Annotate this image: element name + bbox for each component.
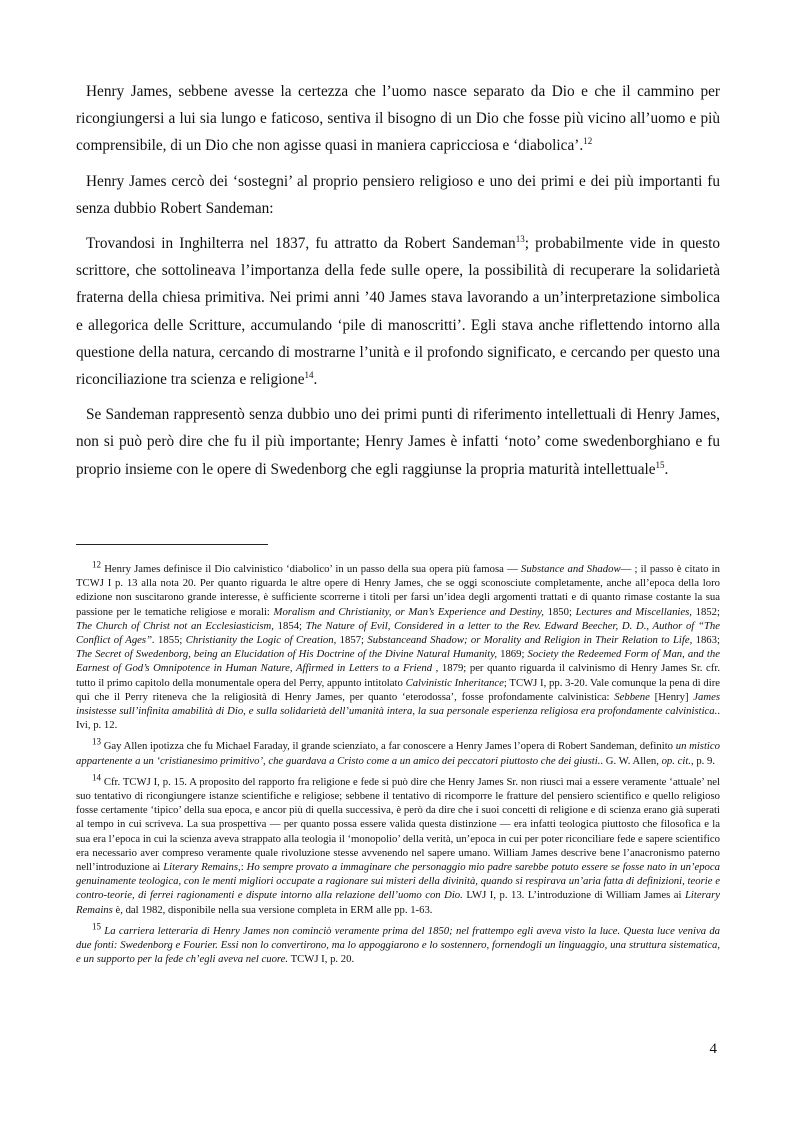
paragraph-2-text: Henry James cercò dei ‘sostegni’ al proprio pensiero religioso e uno dei primi e dei più importanti fu senza dubbio Robert Sandeman: [76,172,720,217]
footnotes [76,559,721,973]
footnote-number: 15 [92,921,101,932]
paragraph-1-text: Henry James, sebbene avesse la certezza che l’uomo nasce separato da Dio e che il cammino per ricongiungersi a lui sia lungo e faticoso, sentiva il bisogno di un Dio che fosse più vicino all’uomo e più comprensibile, di un Dio che non agisse quasi in maniera capricciosa e ‘diabolica’. [76,83,720,155]
paragraph-4 [76,401,720,483]
paragraph-2 [76,168,720,222]
footnote-number: 14 [92,772,101,783]
footnote-number: 12 [92,559,101,570]
paragraph-3-text-c: . [313,371,318,389]
paragraph-4-text-b: . [664,460,669,478]
footnote-15: $^{15}$ La carriera letteraria di Henry James non cominciò veramente prima del 1850; nel frattempo egli aveva visto la luce. Questa luce veniva da due fonti: Swedenborg e Fourier. Essi non lo convertirono, ma lo appoggiarono e lo sostennero, fornendogli un linguaggio, una struttura sistematica, e un supporto per la fede ch’egli aveva nel cuore. TCWJ I, p. 20. [76,921,721,966]
footnote-separator [76,544,268,545]
paragraph-4-text-a: Se Sandeman rappresentò senza dubbio uno dei primi punti di riferimento intellettuali di Henry James, non si può però dire che fu il più importante; Henry James è infatti ‘noto’ come swedenborghiano e fu proprio insieme con le opere di Swedenborg che egli raggiunse la propria maturità intellettuale [76,406,720,478]
paragraph-3-text-b: ; probabilmente vide in questo scrittore, che sottolineava l’importanza della fede sulle opere, la possibilità di recuperare la solidarietà fraterna della chiesa primitiva. Nei primi anni ’40 James stava lavorando a un’interpretazione simbolica e allegorica delle Scritture, accumulando ‘pile di manoscritti’. Egli stava anche riflettendo intorno alla questione della natura, cercando di mostrarne l’unità e il profondo significato, e cercando per questo una riconciliazione tra scienza e religione [76,235,721,389]
footnote-ref-15[interactable]: 15 [655,459,665,470]
footnote-14: $^{14}$ Cfr. TCWJ I, p. 15. A proposito del rapporto fra religione e fede si può dire che Henry James Sr. non riuscì mai a essere veramente ‘attuale’ nel suo tentativo di ricongiungere istanze scientifiche e religiose; sebbene il tentativo di ricomporre le fratture del pensiero scientifico e quello religioso fosse certamente ‘tipico’ della sua epoca, e ancor più di quella successiva, è però da dire che i suoi concetti di religione e di scienza erano già superati al tempo in cui scriveva. La sua prospettiva — per quanto possa essere valida questa distinzione — era infatti teologica piuttosto che filosofica e la sua era l’epoca in cui la scienza aveva strappato alla teologia il ‘monopolio’ della verità, un’epoca in cui per poter riconciliare fede e sapere scientifico era necessario aver compreso veramente quale rivoluzione stesse avvenendo nel sapere umano. William James descrive bene l’anacronismo paterno nell’introduzione ai Literary Remains,: Ho sempre provato a immaginare che personaggio mio padre sarebbe potuto essere se fosse nato in un’epoca genuinamente teologica, con le menti migliori occupate a ragionare sui misteri della divinità, quando si respirava un’aria fatta di definizioni, teorie e contro-teorie, di ferrei ragionamenti e dispute intorno alla relazione dell’uomo con Dio. LWJ I, p. 13. L’introduzione di William James ai Literary Remains è, dal 1982, disponibile nella sua versione completa in ERM alle pp. 1-63. [76,772,720,916]
paragraph-3-text-a: Trovandosi in Inghilterra nel 1837, fu attratto da Robert Sandeman [86,235,516,253]
footnote-ref-12[interactable]: 12 [583,136,593,147]
footnote-ref-13[interactable]: 13 [515,233,525,244]
footnote-12: $^{12}$ Henry James definisce il Dio calvinistico ‘diabolico’ in un passo della sua opera più famosa — Substance and Shadow— ; il passo è citato in TCWJ I p. 13 alla nota 20. Per quanto riguarda le altre opere di Henry James, che se oggi sconosciute completamente, anche all’epoca della loro edizione non suscitarono grande interesse, è sufficiente scorrerne i titoli per farsi un’idea degli argomenti trattati e di quanto rimase costante la sua passione per le tematiche religiose e morali: Moralism and Christianity, or Man’s Experience and Destiny, 1850; Lectures and Miscellanies, 1852; The Church of Christ not an Ecclesiasticism, 1854; The Nature of Evil, Considered in a letter to the Rev. Edward Beecher, D. D., Author of “The Conflict of Ages”. 1855; Christianity the Logic of Creation, 1857; Substanceand Shadow; or Morality and Religion in Their Relation to Life, 1863; The Secret of Swedenborg, being an Elucidation of His Doctrine of the Divine Natural Humanity, 1869; Society the Redeemed Form of Man, and the Earnest of God’s Omnipotence in Human Nature, Affirmed in Letters to a Friend , 1879; per quanto riguarda il calvinismo di Henry James Sr. cfr. tutto il primo capitolo della monumentale opera del Perry, appunto intitolato Calvinistic Inheritance; TCWJ I, pp. 3-20. Vale comunque la pena di dire qui che il Perry riteneva che la religiosità di Henry James, per quanto ‘eterodossa’, fosse profondamente calvinistica: Sebbene [Henry] James insistesse sull’infinita amabilità di Dio, e sulla solidarietà dell’umanità intera, la sua personale esperienza religiosa era profondamente calvinistica.. Ivi, p. 12. [76,559,720,732]
main-text [76,78,720,491]
page-number: 4 [709,1041,717,1057]
paragraph-1 [76,78,720,160]
paragraph-3 [76,230,720,393]
footnote-13: $^{13}$ Gay Allen ipotizza che fu Michael Faraday, il grande scienziato, a far conoscere a Henry James l’opera di Robert Sandeman, definito un mistico appartenente a un ‘cristianesimo primitivo’, che guardava a Cristo come a un amico dei peccatori piuttosto che dei giusti.. G. W. Allen, op. cit., p. 9. [76,736,720,767]
footnote-ref-14[interactable]: 14 [304,369,314,380]
footnote-number: 13 [92,736,101,747]
